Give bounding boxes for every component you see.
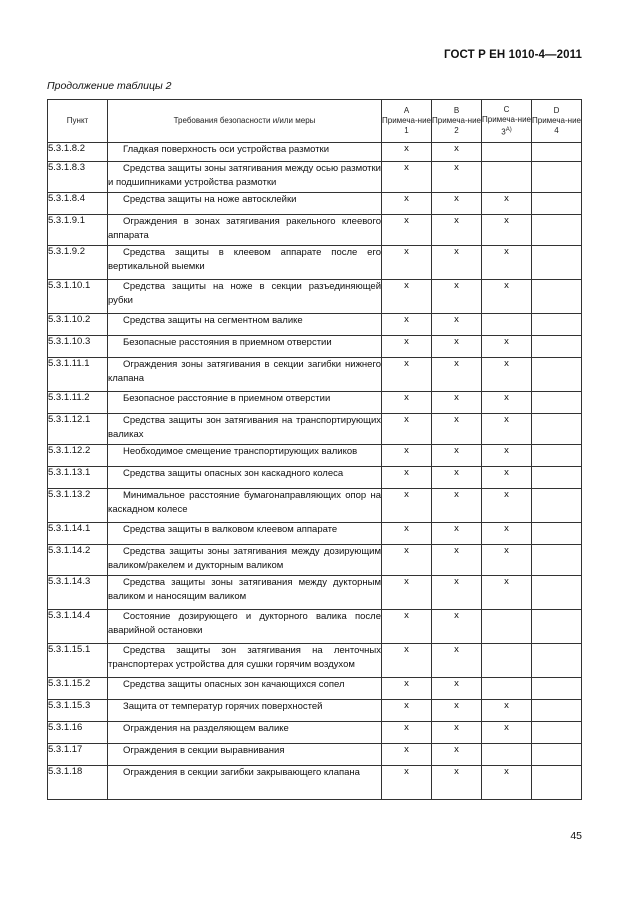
row-mark-d <box>532 392 582 414</box>
row-mark-a: x <box>382 215 432 246</box>
row-punkt: 5.3.1.9.2 <box>48 246 108 280</box>
row-requirement: Состояние дозирующего и дукторного валика после аварийной остановки <box>108 610 382 644</box>
row-mark-b: x <box>432 700 482 722</box>
row-punkt: 5.3.1.13.2 <box>48 489 108 523</box>
row-mark-c <box>482 678 532 700</box>
table-row <box>48 392 582 414</box>
row-requirement: Средства защиты на ноже в секции разъединяющей рубки <box>108 280 382 314</box>
table-row <box>48 336 582 358</box>
row-requirement: Минимальное расстояние бумагонаправляющих опор на каскадном колесе <box>108 489 382 523</box>
table-row <box>48 523 582 545</box>
header-c-letter: C <box>503 104 510 114</box>
row-punkt: 5.3.1.12.2 <box>48 445 108 467</box>
row-mark-d <box>532 644 582 678</box>
row-mark-d <box>532 336 582 358</box>
row-mark-a: x <box>382 700 432 722</box>
row-requirement: Средства защиты на сегментном валике <box>108 314 382 336</box>
row-requirement: Ограждения в зонах затягивания ракельного клеевого аппарата <box>108 215 382 246</box>
table-row <box>48 722 582 744</box>
table-row <box>48 744 582 766</box>
row-mark-c: x <box>482 467 532 489</box>
row-mark-c: x <box>482 336 532 358</box>
table-row <box>48 678 582 700</box>
table-row <box>48 766 582 800</box>
row-mark-c: x <box>482 766 532 800</box>
row-punkt: 5.3.1.18 <box>48 766 108 800</box>
row-mark-c: x <box>482 193 532 215</box>
row-mark-d <box>532 215 582 246</box>
row-punkt: 5.3.1.14.3 <box>48 576 108 610</box>
table-row <box>48 489 582 523</box>
row-mark-a: x <box>382 576 432 610</box>
row-requirement: Средства защиты в клеевом аппарате после его вертикальной выемки <box>108 246 382 280</box>
row-punkt: 5.3.1.9.1 <box>48 215 108 246</box>
row-requirement: Средства защиты зон затягивания на транспортирующих валиках <box>108 414 382 445</box>
header-b-note: Примеча-ние 2 <box>432 116 481 135</box>
table-row <box>48 358 582 392</box>
row-mark-a: x <box>382 392 432 414</box>
header-d <box>532 100 582 143</box>
row-mark-c: x <box>482 392 532 414</box>
row-mark-a: x <box>382 722 432 744</box>
row-mark-b: x <box>432 414 482 445</box>
row-mark-c: x <box>482 246 532 280</box>
row-mark-c <box>482 610 532 644</box>
row-requirement: Безопасное расстояние в приемном отверстии <box>108 392 382 414</box>
table-row <box>48 162 582 193</box>
row-mark-b: x <box>432 610 482 644</box>
table-row <box>48 215 582 246</box>
row-mark-d <box>532 700 582 722</box>
row-mark-a: x <box>382 162 432 193</box>
row-mark-a: x <box>382 143 432 162</box>
row-punkt: 5.3.1.12.1 <box>48 414 108 445</box>
row-mark-b: x <box>432 162 482 193</box>
row-mark-d <box>532 722 582 744</box>
row-requirement: Защита от температур горячих поверхностей <box>108 700 382 722</box>
row-mark-a: x <box>382 445 432 467</box>
row-mark-d <box>532 545 582 576</box>
row-punkt: 5.3.1.15.3 <box>48 700 108 722</box>
row-requirement: Средства защиты зон затягивания на ленточных транспортерах устройства для сушки горячим воздухом <box>108 644 382 678</box>
row-mark-a: x <box>382 523 432 545</box>
row-mark-c <box>482 143 532 162</box>
row-mark-c: x <box>482 414 532 445</box>
row-mark-a: x <box>382 545 432 576</box>
row-mark-a: x <box>382 678 432 700</box>
row-requirement: Безопасные расстояния в приемном отверстии <box>108 336 382 358</box>
row-mark-c: x <box>482 358 532 392</box>
row-mark-b: x <box>432 545 482 576</box>
table-caption: Продолжение таблицы 2 <box>47 80 172 92</box>
row-punkt: 5.3.1.10.2 <box>48 314 108 336</box>
table-row <box>48 143 582 162</box>
row-mark-d <box>532 143 582 162</box>
header-requirements: Требования безопасности и/или меры <box>108 100 382 143</box>
table-body <box>48 143 582 800</box>
row-mark-d <box>532 280 582 314</box>
row-punkt: 5.3.1.16 <box>48 722 108 744</box>
row-mark-b: x <box>432 280 482 314</box>
row-mark-c: x <box>482 280 532 314</box>
row-requirement: Ограждения зоны затягивания в секции загибки нижнего клапана <box>108 358 382 392</box>
row-punkt: 5.3.1.8.2 <box>48 143 108 162</box>
row-mark-d <box>532 766 582 800</box>
header-b-letter: B <box>453 106 460 115</box>
standard-code: ГОСТ Р ЕН 1010-4—2011 <box>444 49 582 61</box>
row-mark-c <box>482 162 532 193</box>
row-mark-a: x <box>382 193 432 215</box>
header-punkt: Пункт <box>48 100 108 143</box>
row-requirement: Средства защиты на ноже автосклейки <box>108 193 382 215</box>
row-punkt: 5.3.1.17 <box>48 744 108 766</box>
row-mark-d <box>532 414 582 445</box>
row-mark-a: x <box>382 489 432 523</box>
table-row <box>48 445 582 467</box>
row-punkt: 5.3.1.14.4 <box>48 610 108 644</box>
row-mark-c: x <box>482 523 532 545</box>
header-d-note: Примеча-ние 4 <box>532 116 581 135</box>
row-requirement: Средства защиты зоны затягивания между осью размотки и подшипниками устройства размотки <box>108 162 382 193</box>
row-mark-d <box>532 678 582 700</box>
requirements-table <box>47 99 582 800</box>
header-c <box>482 100 532 143</box>
row-requirement: Средства защиты опасных зон качающихся сопел <box>108 678 382 700</box>
row-punkt: 5.3.1.13.1 <box>48 467 108 489</box>
row-mark-c <box>482 314 532 336</box>
header-a-letter: A <box>403 106 410 115</box>
row-punkt: 5.3.1.11.1 <box>48 358 108 392</box>
table-row <box>48 193 582 215</box>
table-row <box>48 545 582 576</box>
row-mark-d <box>532 358 582 392</box>
row-mark-a: x <box>382 280 432 314</box>
table-row <box>48 644 582 678</box>
header-c-note: Примеча-ние 3 <box>482 114 531 137</box>
row-mark-d <box>532 744 582 766</box>
row-punkt: 5.3.1.11.2 <box>48 392 108 414</box>
row-requirement: Средства защиты зоны затягивания между дозирующим валиком/ракелем и дукторным валиком <box>108 545 382 576</box>
row-mark-c <box>482 744 532 766</box>
row-mark-c <box>482 644 532 678</box>
table-row <box>48 700 582 722</box>
row-mark-d <box>532 467 582 489</box>
row-punkt: 5.3.1.8.3 <box>48 162 108 193</box>
row-requirement: Ограждения в секции выравнивания <box>108 744 382 766</box>
row-requirement: Гладкая поверхность оси устройства размотки <box>108 143 382 162</box>
row-mark-a: x <box>382 610 432 644</box>
row-mark-b: x <box>432 215 482 246</box>
row-requirement: Средства защиты зоны затягивания между дукторным валиком и наносящим валиком <box>108 576 382 610</box>
row-mark-d <box>532 162 582 193</box>
row-mark-b: x <box>432 143 482 162</box>
row-mark-b: x <box>432 644 482 678</box>
row-requirement: Ограждения на разделяющем валике <box>108 722 382 744</box>
row-mark-b: x <box>432 576 482 610</box>
row-mark-c: x <box>482 489 532 523</box>
table-row <box>48 314 582 336</box>
row-punkt: 5.3.1.15.2 <box>48 678 108 700</box>
table-row <box>48 280 582 314</box>
row-punkt: 5.3.1.10.3 <box>48 336 108 358</box>
row-mark-d <box>532 576 582 610</box>
header-c-footnote-mark: A) <box>505 126 512 133</box>
table-header-row <box>48 100 582 143</box>
row-mark-a: x <box>382 644 432 678</box>
row-mark-a: x <box>382 414 432 445</box>
row-punkt: 5.3.1.14.1 <box>48 523 108 545</box>
row-mark-b: x <box>432 489 482 523</box>
row-mark-d <box>532 193 582 215</box>
row-mark-c: x <box>482 722 532 744</box>
row-mark-b: x <box>432 467 482 489</box>
row-mark-d <box>532 445 582 467</box>
row-mark-a: x <box>382 766 432 800</box>
row-mark-a: x <box>382 467 432 489</box>
table-row <box>48 246 582 280</box>
row-mark-b: x <box>432 523 482 545</box>
row-mark-c: x <box>482 215 532 246</box>
row-punkt: 5.3.1.8.4 <box>48 193 108 215</box>
row-mark-a: x <box>382 336 432 358</box>
row-requirement: Средства защиты опасных зон каскадного колеса <box>108 467 382 489</box>
page-number: 45 <box>570 830 582 842</box>
row-mark-d <box>532 246 582 280</box>
row-punkt: 5.3.1.10.1 <box>48 280 108 314</box>
row-mark-b: x <box>432 445 482 467</box>
row-mark-c: x <box>482 576 532 610</box>
row-requirement: Ограждения в секции загибки закрывающего клапана <box>108 766 382 800</box>
row-mark-d <box>532 523 582 545</box>
row-mark-b: x <box>432 246 482 280</box>
row-mark-b: x <box>432 193 482 215</box>
row-mark-a: x <box>382 358 432 392</box>
header-a-note: Примеча-ние 1 <box>382 116 431 135</box>
table-row <box>48 610 582 644</box>
row-mark-d <box>532 610 582 644</box>
row-mark-c: x <box>482 700 532 722</box>
table-row <box>48 467 582 489</box>
row-punkt: 5.3.1.15.1 <box>48 644 108 678</box>
row-mark-b: x <box>432 336 482 358</box>
row-mark-b: x <box>432 766 482 800</box>
row-mark-b: x <box>432 722 482 744</box>
row-requirement: Необходимое смещение транспортирующих валиков <box>108 445 382 467</box>
header-c-note-wrap <box>482 115 531 138</box>
row-mark-c: x <box>482 545 532 576</box>
row-mark-a: x <box>382 314 432 336</box>
row-mark-a: x <box>382 246 432 280</box>
row-mark-b: x <box>432 678 482 700</box>
row-mark-c: x <box>482 445 532 467</box>
row-mark-b: x <box>432 358 482 392</box>
header-a <box>382 100 432 143</box>
row-mark-d <box>532 314 582 336</box>
header-d-letter: D <box>553 106 560 115</box>
row-requirement: Средства защиты в валковом клеевом аппарате <box>108 523 382 545</box>
table-row <box>48 414 582 445</box>
header-b <box>432 100 482 143</box>
row-mark-d <box>532 489 582 523</box>
row-mark-b: x <box>432 392 482 414</box>
table-row <box>48 576 582 610</box>
row-mark-b: x <box>432 314 482 336</box>
row-mark-b: x <box>432 744 482 766</box>
row-punkt: 5.3.1.14.2 <box>48 545 108 576</box>
row-mark-a: x <box>382 744 432 766</box>
